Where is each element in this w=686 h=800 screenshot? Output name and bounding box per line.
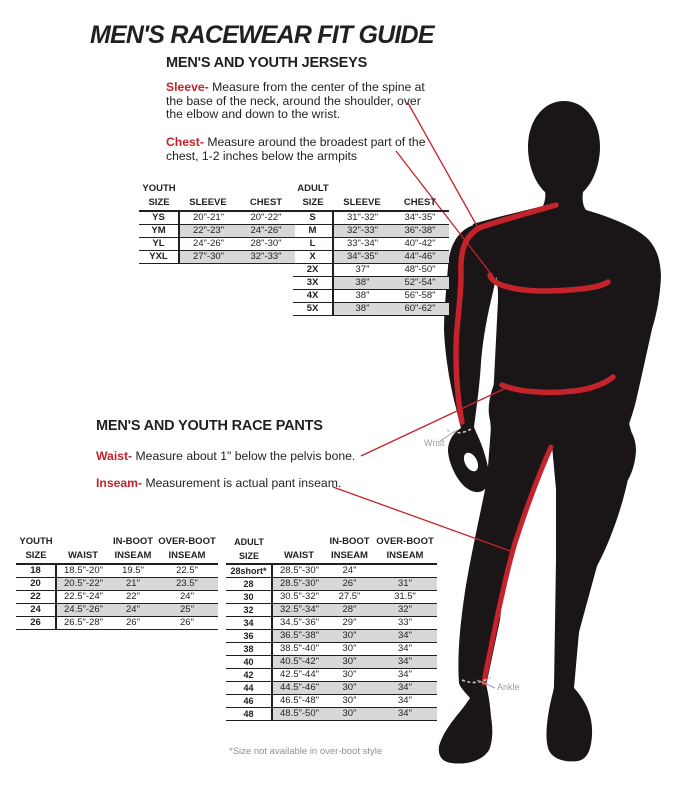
value-cell: 34" — [373, 630, 437, 643]
waist-term-label: Waist- — [96, 449, 133, 463]
table-row — [226, 669, 437, 682]
size-cell: 40 — [226, 656, 272, 669]
value-cell: 27.5" — [326, 591, 373, 604]
size-cell: X — [293, 251, 333, 264]
column-header: INSEAM — [156, 549, 218, 564]
value-cell: 34" — [373, 669, 437, 682]
table-row — [16, 564, 218, 578]
value-cell: 37" — [333, 264, 391, 277]
column-header: WAIST — [56, 549, 110, 564]
column-header: INSEAM — [326, 549, 373, 564]
value-cell: 38" — [333, 277, 391, 290]
value-cell: 36"-38" — [391, 225, 449, 238]
size-cell: 5X — [293, 303, 333, 316]
table-row — [293, 238, 449, 251]
column-header: OVER-BOOT — [158, 536, 216, 547]
value-cell: 34" — [373, 708, 437, 721]
sleeve-instruction — [166, 81, 438, 122]
size-cell: YXL — [139, 251, 179, 264]
table-row — [226, 604, 437, 617]
size-cell: 38 — [226, 643, 272, 656]
size-cell: 36 — [226, 630, 272, 643]
table-row — [293, 290, 449, 303]
size-cell: 30 — [226, 591, 272, 604]
column-header: SIZE — [226, 549, 272, 564]
table-row — [293, 303, 449, 316]
value-cell: 34.5"-36" — [272, 617, 326, 630]
column-header: CHEST — [391, 196, 449, 211]
sleeve-term-label: Sleeve- — [166, 80, 209, 94]
size-cell: 46 — [226, 695, 272, 708]
column-header: SIZE — [16, 549, 56, 564]
value-cell: 31" — [373, 578, 437, 591]
column-header — [237, 182, 295, 196]
column-header: INSEAM — [373, 549, 437, 564]
value-cell: 38" — [333, 303, 391, 316]
waist-instruction — [96, 450, 355, 464]
value-cell: 28"-30" — [237, 238, 295, 251]
value-cell: 29" — [326, 617, 373, 630]
value-cell: 24" — [110, 604, 156, 617]
value-cell: 42.5"-44" — [272, 669, 326, 682]
column-header: OVER-BOOT — [376, 536, 434, 547]
size-cell: 3X — [293, 277, 333, 290]
value-cell: 26" — [326, 578, 373, 591]
value-cell: 18.5"-20" — [56, 564, 110, 578]
table-group-header-row — [16, 535, 218, 549]
value-cell: 28.5"-30" — [272, 564, 326, 578]
size-cell: 28short* — [226, 564, 272, 578]
value-cell: 24"-26" — [237, 225, 295, 238]
size-cell: 24 — [16, 604, 56, 617]
waist-instruction-text: Measure about 1" below the pelvis bone. — [135, 449, 356, 463]
value-cell: 30.5"-32" — [272, 591, 326, 604]
column-header: WAIST — [272, 549, 326, 564]
value-cell: 20"-21" — [179, 211, 237, 225]
value-cell: 33"-34" — [333, 238, 391, 251]
table-row — [16, 591, 218, 604]
column-header — [333, 182, 391, 196]
size-cell: 28 — [226, 578, 272, 591]
size-cell: 34 — [226, 617, 272, 630]
size-cell: 4X — [293, 290, 333, 303]
value-cell: 60"-62" — [391, 303, 449, 316]
chest-instruction-text: Measure around the broadest part of the chest, 1-2 inches below the armpits — [166, 135, 426, 163]
table-header-row — [226, 549, 437, 564]
size-cell: 22 — [16, 591, 56, 604]
value-cell: 34"-35" — [391, 211, 449, 225]
table-row — [226, 564, 437, 578]
value-cell: 32"-33" — [333, 225, 391, 238]
overboot-footnote: *Size not available in over-boot style — [229, 746, 383, 757]
table-group-header-row — [139, 182, 295, 196]
table-row — [226, 630, 437, 643]
table-row — [16, 578, 218, 591]
value-cell: 22"-23" — [179, 225, 237, 238]
value-cell: 32"-33" — [237, 251, 295, 264]
column-header: INSEAM — [110, 549, 156, 564]
table-row — [16, 604, 218, 617]
value-cell: 34"-35" — [333, 251, 391, 264]
value-cell: 22.5"-24" — [56, 591, 110, 604]
value-cell: 26" — [156, 617, 218, 630]
value-cell: 52"-54" — [391, 277, 449, 290]
value-cell: 34" — [373, 695, 437, 708]
table-group-header-row — [226, 535, 437, 549]
size-cell: YM — [139, 225, 179, 238]
inseam-term-label: Inseam- — [96, 476, 143, 490]
value-cell: 33" — [373, 617, 437, 630]
value-cell: 30" — [326, 656, 373, 669]
table-row — [226, 617, 437, 630]
size-cell: 18 — [16, 564, 56, 578]
table-row — [226, 578, 437, 591]
adult-pants-size-table — [226, 535, 437, 721]
value-cell: 30" — [326, 669, 373, 682]
value-cell: 24" — [326, 564, 373, 578]
column-header: ADULT — [297, 183, 329, 194]
value-cell: 34" — [373, 656, 437, 669]
pants-section-heading: MEN'S AND YOUTH RACE PANTS — [96, 418, 323, 434]
column-header: ADULT — [234, 537, 264, 547]
figure-left-leg — [439, 610, 497, 763]
size-cell: 32 — [226, 604, 272, 617]
value-cell: 38.5"-40" — [272, 643, 326, 656]
table-row — [139, 251, 295, 264]
value-cell: 40"-42" — [391, 238, 449, 251]
value-cell: 56"-58" — [391, 290, 449, 303]
table-row — [293, 277, 449, 290]
column-header — [179, 182, 237, 196]
value-cell: 40.5"-42" — [272, 656, 326, 669]
table-row — [226, 643, 437, 656]
table-row — [293, 211, 449, 225]
value-cell: 21" — [110, 578, 156, 591]
wrist-label: Wrist — [424, 438, 445, 448]
value-cell: 36.5"-38" — [272, 630, 326, 643]
size-cell: 2X — [293, 264, 333, 277]
table-header-row — [139, 196, 295, 211]
value-cell: 26" — [110, 617, 156, 630]
column-header: YOUTH — [19, 536, 53, 547]
value-cell: 24" — [156, 591, 218, 604]
value-cell: 48"-50" — [391, 264, 449, 277]
column-header — [56, 535, 110, 549]
value-cell: 20.5"-22" — [56, 578, 110, 591]
adult-jersey-size-table — [293, 182, 449, 316]
size-cell: 48 — [226, 708, 272, 721]
column-header — [272, 535, 326, 549]
value-cell: 34" — [373, 682, 437, 695]
value-cell: 31"-32" — [333, 211, 391, 225]
column-header: IN-BOOT — [112, 536, 154, 547]
ankle-label: Ankle — [497, 682, 520, 692]
size-cell: S — [293, 211, 333, 225]
size-cell: L — [293, 238, 333, 251]
value-cell: 24.5"-26" — [56, 604, 110, 617]
size-cell: 20 — [16, 578, 56, 591]
value-cell: 34" — [373, 643, 437, 656]
value-cell: 30" — [326, 643, 373, 656]
value-cell: 22" — [110, 591, 156, 604]
chest-instruction — [166, 136, 438, 163]
column-header: SLEEVE — [179, 196, 237, 211]
page-title: MEN'S RACEWEAR FIT GUIDE — [90, 21, 434, 49]
table-row — [226, 708, 437, 721]
table-row — [16, 617, 218, 630]
value-cell: 24"-26" — [179, 238, 237, 251]
table-row — [226, 695, 437, 708]
value-cell: 48.5"-50" — [272, 708, 326, 721]
value-cell: 25" — [156, 604, 218, 617]
value-cell: 32.5"-34" — [272, 604, 326, 617]
size-cell: 44 — [226, 682, 272, 695]
inseam-instruction-text: Measurement is actual pant inseam. — [145, 476, 342, 490]
table-header-row — [16, 549, 218, 564]
table-group-header-row — [293, 182, 449, 196]
value-cell: 31.5" — [373, 591, 437, 604]
figure-right-leg-fill — [554, 470, 625, 688]
value-cell: 38" — [333, 290, 391, 303]
table-row — [226, 656, 437, 669]
table-header-row — [293, 196, 449, 211]
value-cell: 27"-30" — [179, 251, 237, 264]
value-cell: 44.5"-46" — [272, 682, 326, 695]
size-cell: 26 — [16, 617, 56, 630]
table-row — [293, 225, 449, 238]
table-row — [139, 225, 295, 238]
column-header: SIZE — [139, 196, 179, 211]
youth-pants-size-table — [16, 535, 218, 630]
value-cell: 28.5"-30" — [272, 578, 326, 591]
column-header: SIZE — [293, 196, 333, 211]
value-cell: 30" — [326, 708, 373, 721]
value-cell: 32" — [373, 604, 437, 617]
inseam-instruction — [96, 477, 341, 491]
value-cell: 28" — [326, 604, 373, 617]
table-row — [226, 591, 437, 604]
value-cell — [373, 564, 437, 578]
value-cell: 46.5"-48" — [272, 695, 326, 708]
value-cell: 20"-22" — [237, 211, 295, 225]
table-row — [226, 682, 437, 695]
table-row — [139, 211, 295, 225]
table-row — [293, 251, 449, 264]
column-header: YOUTH — [142, 183, 176, 194]
value-cell: 30" — [326, 682, 373, 695]
size-cell: 42 — [226, 669, 272, 682]
value-cell: 19.5" — [110, 564, 156, 578]
table-row — [293, 264, 449, 277]
value-cell: 30" — [326, 695, 373, 708]
table-row — [139, 238, 295, 251]
size-cell: YS — [139, 211, 179, 225]
column-header: CHEST — [237, 196, 295, 211]
youth-jersey-size-table — [139, 182, 295, 264]
jerseys-section-heading: MEN'S AND YOUTH JERSEYS — [166, 55, 368, 71]
value-cell: 22.5" — [156, 564, 218, 578]
sleeve-instruction-text: Measure from the center of the spine at the base of the neck, around the shoulder, over the elbow and down to the wrist. — [166, 80, 425, 121]
value-cell: 44"-46" — [391, 251, 449, 264]
size-cell: M — [293, 225, 333, 238]
column-header — [391, 182, 449, 196]
column-header: IN-BOOT — [329, 536, 370, 547]
column-header: SLEEVE — [333, 196, 391, 211]
size-cell: YL — [139, 238, 179, 251]
value-cell: 30" — [326, 630, 373, 643]
value-cell: 26.5"-28" — [56, 617, 110, 630]
chest-term-label: Chest- — [166, 135, 204, 149]
value-cell: 23.5" — [156, 578, 218, 591]
